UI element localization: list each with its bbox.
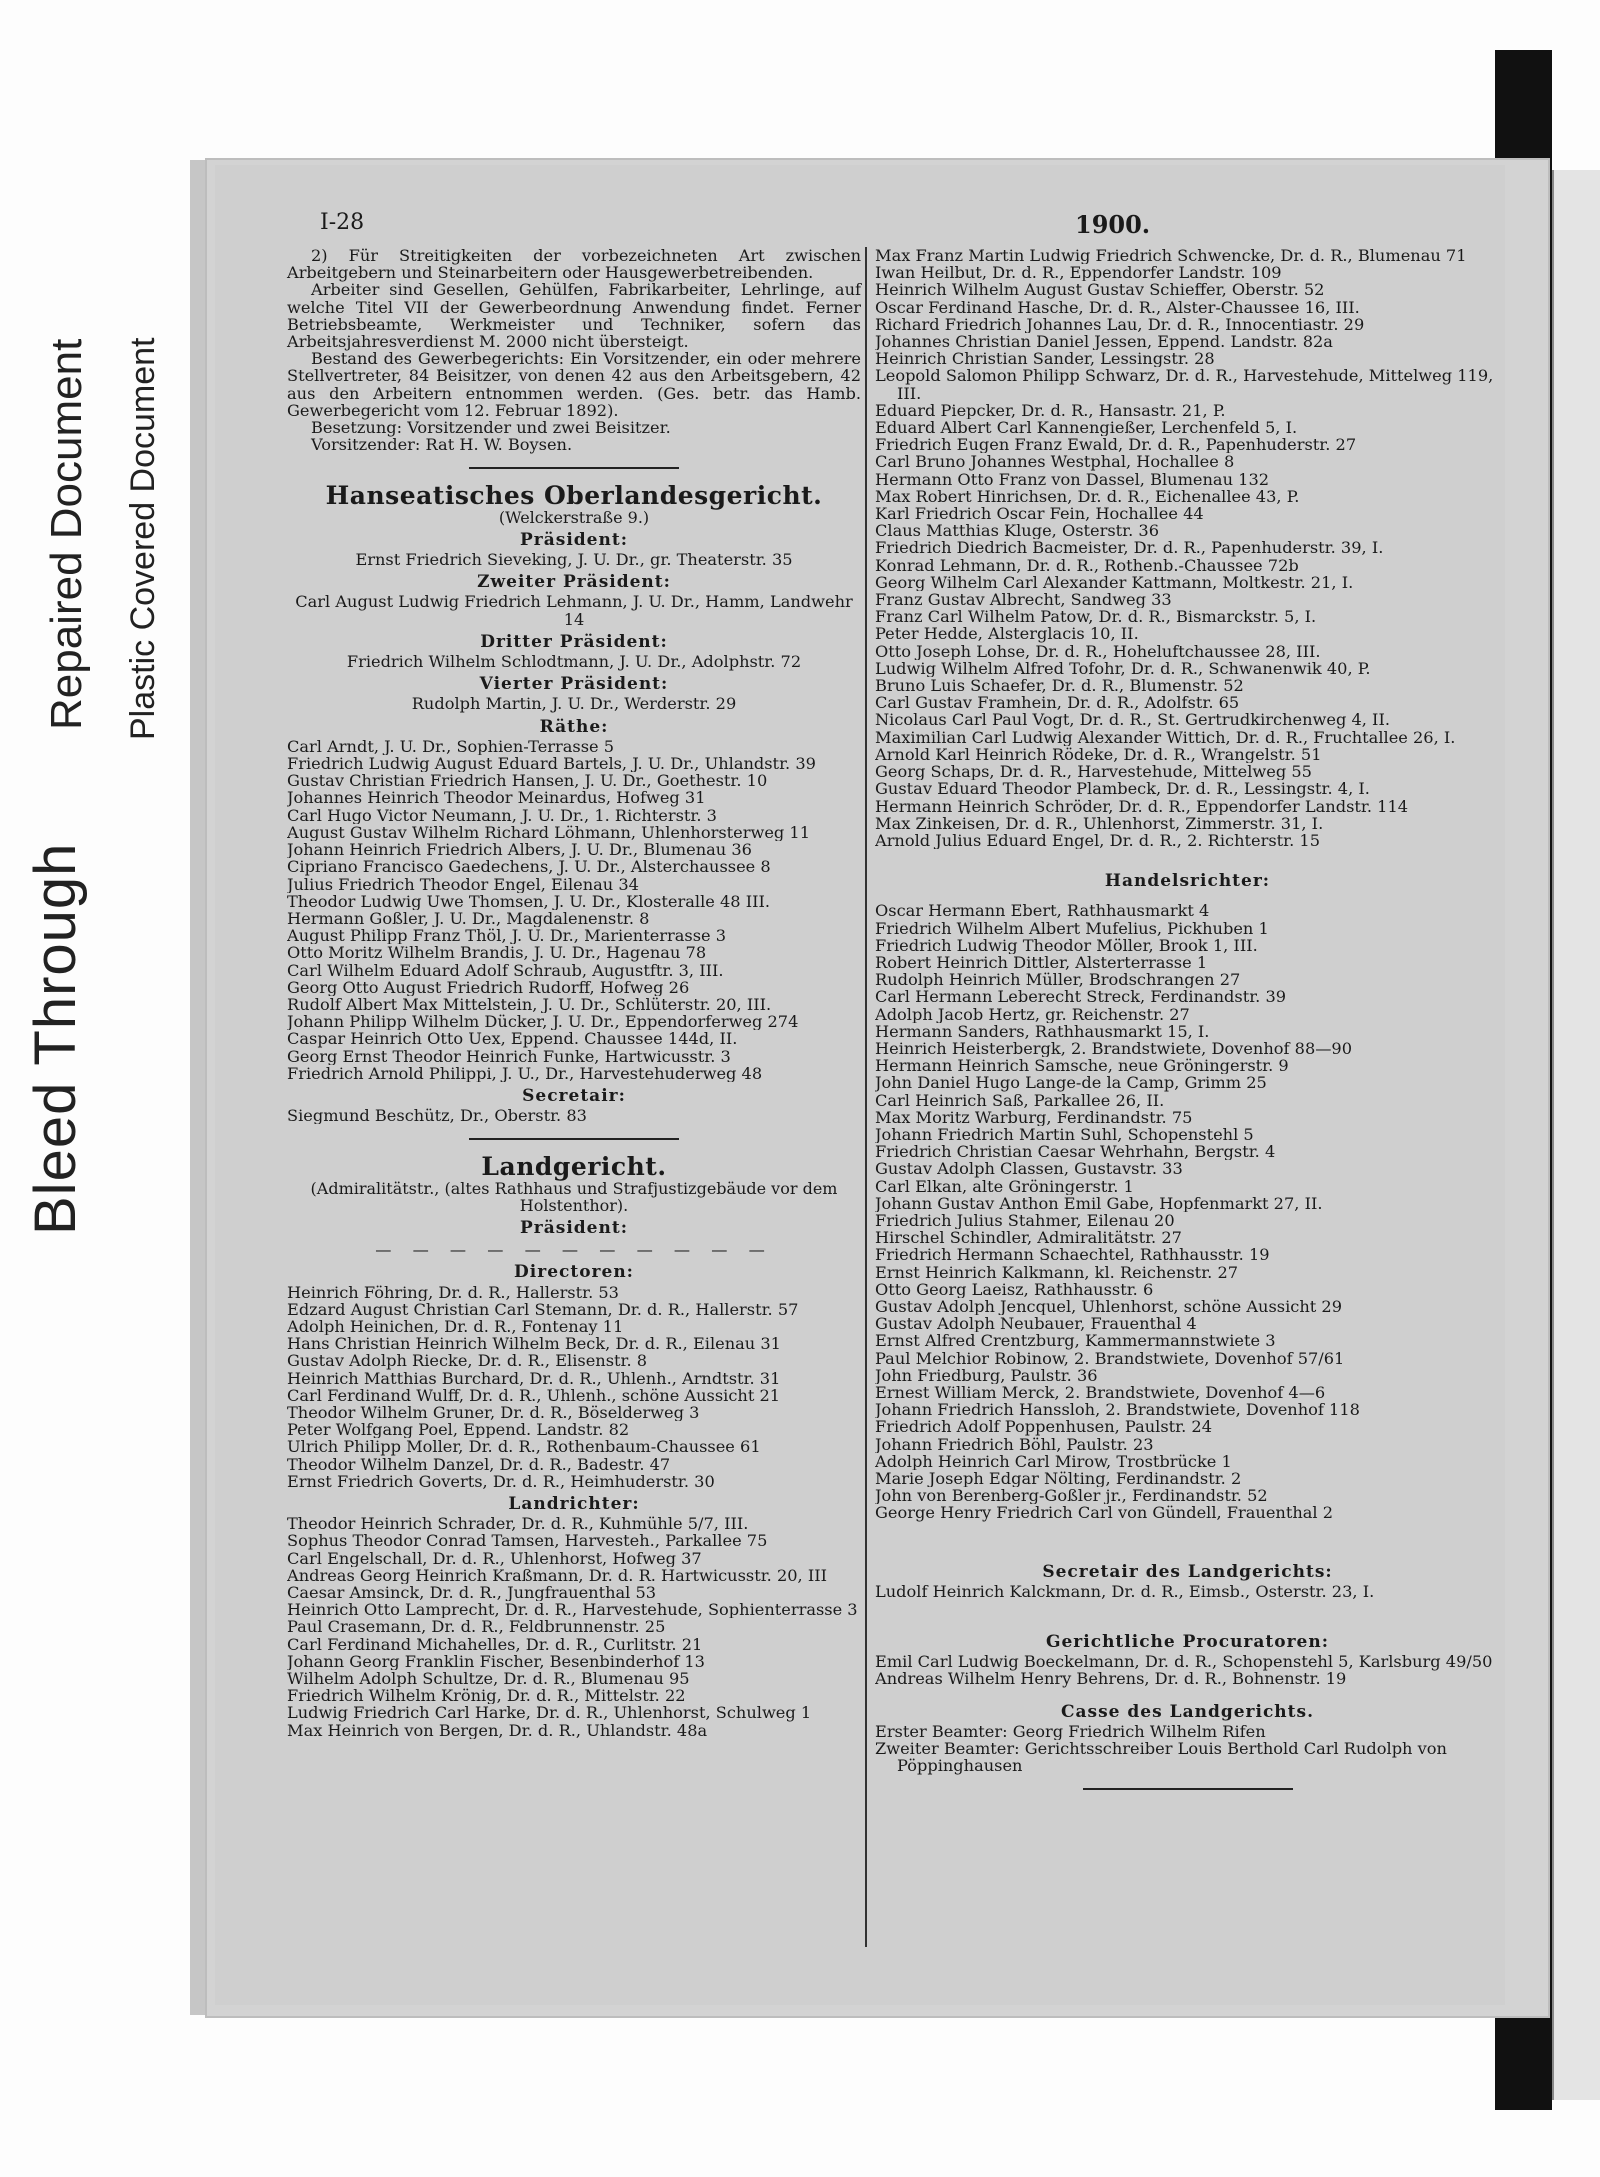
spacer [875,849,1500,867]
list-item: Heinrich Otto Lamprecht, Dr. d. R., Harvestehude, Sophienterrasse 3 [287,1601,858,1619]
list-item: Max Zinkeisen, Dr. d. R., Uhlenhorst, Zimmerstr. 31, I. [875,814,1324,832]
list-item: Johann Philipp Wilhelm Dücker, J. U. Dr., Eppendorferweg 274 [287,1013,799,1031]
list-item: Emil Carl Ludwig Boeckelmann, Dr. d. R., Schopenstehl 5, Karlsburg 49/50 [875,1652,1493,1672]
page-number: I-28 [320,210,365,235]
list-item: Hermann Heinrich Schröder, Dr. d. R., Eppendorfer Landstr. 114 [875,797,1409,815]
list-item: Edzard August Christian Carl Stemann, Dr. d. R., Hallerstr. 57 [287,1300,799,1318]
olg-vierter: Rudolph Martin, J. U. Dr., Werderstr. 29 [411,694,737,714]
list-item: Georg Schaps, Dr. d. R., Harvestehude, Mittelweg 55 [875,763,1312,781]
list-item: Otto Joseph Lohse, Dr. d. R., Hoheluftchaussee 28, III. [875,642,1321,660]
list-item: Heinrich Wilhelm August Gustav Schieffer, Oberstr. 52 [875,281,1325,299]
olg-dritter: Friedrich Wilhelm Schlodtmann, J. U. Dr., Adolphstr. 72 [346,652,802,672]
list-item: Nicolaus Carl Paul Vogt, Dr. d. R., St. Gertrudkirchenweg 4, II. [875,711,1390,729]
list-item: Hans Christian Heinrich Wilhelm Beck, Dr. d. R., Eilenau 31 [287,1335,781,1353]
list-item: Hermann Sanders, Rathhausmarkt 15, I. [875,1022,1210,1040]
section-rule [469,1138,679,1140]
list-item: Oscar Hermann Ebert, Rathhausmarkt 4 [875,902,1210,920]
list-item: Paul Crasemann, Dr. d. R., Feldbrunnenstr. 25 [287,1618,666,1636]
list-item: Richard Friedrich Johannes Lau, Dr. d. R., Innocentiastr. 29 [875,315,1365,334]
list-item: Otto Georg Laeisz, Rathhausstr. 6 [875,1280,1154,1298]
list-item: Friedrich Diedrich Bacmeister, Dr. d. R., Papenhuderstr. 39, I. [875,539,1384,557]
page-year: 1900. [1075,210,1151,239]
spacer [875,1618,1500,1628]
list-item: Carl Hugo Victor Neumann, J. U. Dr., 1. Richterstr. 3 [287,806,717,824]
list-item: John Friedburg, Paulstr. 36 [875,1366,1098,1384]
list-item: Eduard Albert Carl Kannengießer, Lerchenfeld 5, I. [875,419,1298,437]
bleed-through-label: Bleed Through [23,842,88,1235]
list-item: Theodor Heinrich Schrader, Dr. d. R., Kuhmühle 5/7, III. [287,1515,749,1533]
list-item: Erster Beamter: Georg Friedrich Wilhelm Rifen [875,1722,1266,1741]
list-item: Peter Wolfgang Poel, Eppend. Landstr. 82 [287,1421,630,1439]
list-item: August Philipp Franz Thöl, J. U. Dr., Marienterrasse 3 [287,927,727,945]
list-item: Iwan Heilbut, Dr. d. R., Eppendorfer Landstr. 109 [875,264,1282,282]
list-item: Adolph Jacob Hertz, gr. Reichenstr. 27 [875,1005,1190,1023]
list-item: Arnold Julius Eduard Engel, Dr. d. R., 2. Richterstr. 15 [875,831,1321,850]
section-rule [1083,1788,1293,1790]
list-item: Johann Heinrich Friedrich Albers, J. U. Dr., Blumenau 36 [287,841,752,859]
list-item: Ulrich Philipp Moller, Dr. d. R., Rothenbaum-Chaussee 61 [287,1438,761,1456]
list-item: Hermann Goßler, J. U. Dr., Magdalenenstr. 8 [287,909,650,928]
intro-paragraph: 2) Für Streitigkeiten der vorbezeichneten Art zwischen Arbeitgebern und Steinarbeitern oder Hausgewerbetreibenden. [287,246,861,283]
right-column [875,247,1500,1808]
facing-page-edge [1552,170,1600,2100]
list-item: Friedrich Adolf Poppenhusen, Paulstr. 24 [875,1418,1212,1436]
list-item: Johann Friedrich Böhl, Paulstr. 23 [875,1435,1154,1453]
list-item: Marie Joseph Edgar Nölting, Ferdinandstr. 2 [875,1470,1242,1488]
list-item: Johannes Christian Daniel Jessen, Eppend. Landstr. 82a [875,333,1333,351]
intro-paragraph: Bestand des Gewerbegerichts: Ein Vorsitzender, ein oder mehrere Stellvertreter, 84 Beisitzer, von denen 42 aus den Arbeitsgebern, 42 aus den Arbeitern entnommen werden. (Ges. betr. das Hamb. Gewerbegericht vom 12. Februar 1892). [287,349,861,420]
lg-direktoren-heading: Directoren: [514,1262,634,1283]
list-item: Gustav Eduard Theodor Plambeck, Dr. d. R., Lessingstr. 4, I. [875,780,1370,798]
olg-secretair: Siegmund Beschütz, Dr., Oberstr. 83 [287,1107,587,1125]
list-item: Johann Friedrich Martin Suhl, Schopenstehl 5 [875,1125,1254,1144]
lg-landrichter-list [287,1515,861,1739]
list-item: Karl Friedrich Oscar Fein, Hochallee 44 [875,505,1204,523]
olg-zweiter: Carl August Ludwig Friedrich Lehmann, J. U. Dr., Hamm, Landwehr 14 [295,592,853,629]
list-item: Adolph Heinrich Carl Mirow, Trostbrücke 1 [875,1452,1232,1471]
olg-dritter-heading: Dritter Präsident: [480,631,668,652]
intro-paragraph: Besetzung: Vorsitzender und zwei Beisitzer. [311,418,671,438]
list-item: Friedrich Wilhelm Albert Mufelius, Pickhuben 1 [875,919,1269,937]
list-item: Hermann Otto Franz von Dassel, Blumenau 132 [875,470,1270,488]
list-item: Hirschel Schindler, Admiralitätstr. 27 [875,1229,1182,1247]
list-item: Friedrich Arnold Philippi, J. U., Dr., Harvestehuderweg 48 [287,1064,763,1082]
list-item: Max Moritz Warburg, Ferdinandstr. 75 [875,1108,1193,1126]
list-item: Carl Wilhelm Eduard Adolf Schraub, Augustftr. 3, III. [287,961,724,979]
list-item: Carl Elkan, alte Gröningerstr. 1 [875,1177,1134,1195]
list-item: Peter Hedde, Alsterglacis 10, II. [875,625,1139,643]
list-item: Rudolph Heinrich Müller, Brodschrangen 27 [875,971,1241,989]
olg-vierter-heading: Vierter Präsident: [479,674,669,695]
list-item: Friedrich Wilhelm Krönig, Dr. d. R., Mittelstr. 22 [287,1687,686,1705]
olg-raethe-list [287,738,861,1082]
lg-landrichter-heading: Landrichter: [508,1494,640,1514]
list-item: Johannes Heinrich Theodor Meinardus, Hofweg 31 [287,789,706,807]
list-item: Caspar Heinrich Otto Uex, Eppend. Chaussee 144d, II. [287,1030,738,1048]
olg-zweiter-heading: Zweiter Präsident: [477,572,671,593]
list-item: Johann Georg Franklin Fischer, Besenbinderhof 13 [287,1652,705,1671]
list-item: Carl Ferdinand Wulff, Dr. d. R., Uhlenh., schöne Aussicht 21 [287,1386,781,1404]
plastic-covered-label: Plastic Covered Document [124,337,162,740]
list-item: Franz Carl Wilhelm Patow, Dr. d. R., Bismarckstr. 5, I. [875,608,1317,626]
list-item: Ernst Heinrich Kalkmann, kl. Reichenstr. 27 [875,1263,1239,1281]
list-item: Friedrich Eugen Franz Ewald, Dr. d. R., Papenhuderstr. 27 [875,436,1357,454]
casse-heading: Casse des Landgerichts. [1061,1701,1314,1722]
list-item: Theodor Wilhelm Danzel, Dr. d. R., Badestr. 47 [287,1455,671,1473]
intro-paragraph: Vorsitzender: Rat H. W. Boysen. [311,435,573,455]
list-item: Max Robert Hinrichsen, Dr. d. R., Eichenallee 43, P. [875,487,1300,506]
handelsrichter-heading: Handelsrichter: [1104,871,1271,892]
list-item: Carl Ferdinand Michahelles, Dr. d. R., Curlitstr. 21 [287,1635,703,1653]
list-item: Carl Bruno Johannes Westphal, Hochallee 8 [875,453,1235,471]
list-item: Sophus Theodor Conrad Tamsen, Harvesteh., Parkallee 75 [287,1532,768,1550]
list-item: Cipriano Francisco Gaedechens, J. U. Dr., Alsterchaussee 8 [287,858,771,876]
list-item: Oscar Ferdinand Hasche, Dr. d. R., Alster-Chaussee 16, III. [875,298,1360,316]
spacer [875,1600,1500,1618]
list-item: Zweiter Beamter: Gerichtsschreiber Louis Berthold Carl Rudolph von Pöppinghausen [875,1739,1447,1776]
list-item: Andreas Georg Heinrich Kraßmann, Dr. d. R. Hartwicusstr. 20, III [287,1566,828,1585]
list-item: Carl Heinrich Saß, Parkallee 26, II. [875,1091,1165,1109]
olg-title: Hanseatisches Oberlandesgericht. [325,481,823,511]
left-column [287,247,861,1739]
list-item: Claus Matthias Kluge, Osterstr. 36 [875,522,1160,540]
list-item: Johann Gustav Anthon Emil Gabe, Hopfenmarkt 27, II. [875,1194,1323,1212]
list-item: Max Heinrich von Bergen, Dr. d. R., Uhlandstr. 48a [287,1721,708,1739]
list-item: Julius Friedrich Theodor Engel, Eilenau 34 [287,875,639,893]
list-item: Heinrich Heisterbergk, 2. Brandstwiete, Dovenhof 88—90 [875,1039,1353,1058]
list-item: Friedrich Christian Caesar Wehrhahn, Bergstr. 4 [875,1143,1276,1161]
secretair-lg-heading: Secretair des Landgerichts: [1042,1561,1333,1582]
list-item: Paul Melchior Robinow, 2. Brandstwiete, Dovenhof 57/61 [875,1349,1345,1367]
page-sheet [215,165,1505,2005]
list-item: Johann Friedrich Hanssloh, 2. Brandstwiete, Dovenhof 118 [875,1401,1360,1419]
list-item: Leopold Salomon Philipp Schwarz, Dr. d. R., Harvestehude, Mittelweg 119, III. [875,366,1494,403]
list-item: Gustav Adolph Riecke, Dr. d. R., Elisenstr. 8 [287,1352,648,1370]
list-item: Carl Arndt, J. U. Dr., Sophien-Terrasse 5 [287,737,615,756]
list-item: Heinrich Christian Sander, Lessingstr. 28 [875,350,1215,368]
list-item: Max Franz Martin Ludwig Friedrich Schwencke, Dr. d. R., Blumenau 71 [875,247,1467,265]
list-item: Arnold Karl Heinrich Rödeke, Dr. d. R., Wrangelstr. 51 [875,745,1322,764]
list-item: Ernst Friedrich Goverts, Dr. d. R., Heimhuderstr. 30 [287,1472,715,1490]
column-divider [865,247,867,1947]
list-item: Georg Otto August Friedrich Rudorff, Hofweg 26 [287,978,690,996]
list-item: Caesar Amsinck, Dr. d. R., Jungfrauenthal 53 [287,1584,657,1602]
handelsrichter-list [875,902,1500,1521]
repaired-document-label: Repaired Document [42,338,91,730]
list-item: Bruno Luis Schaefer, Dr. d. R., Blumenstr. 52 [875,677,1244,695]
list-item: George Henry Friedrich Carl von Gündell, Frauenthal 2 [875,1504,1334,1522]
list-item: Georg Ernst Theodor Heinrich Funke, Hartwicusstr. 3 [287,1047,731,1065]
list-item: Friedrich Ludwig Theodor Möller, Brook 1, III. [875,936,1258,954]
list-item: Rudolf Albert Max Mittelstein, J. U. Dr., Schlüterstr. 20, III. [287,995,772,1014]
lg-praesident-vacant: — — — — — — — — — — — [375,1240,773,1260]
secretair-lg: Ludolf Heinrich Kalckmann, Dr. d. R., Eimsb., Osterstr. 23, I. [875,1582,1375,1601]
list-item: Ernst Alfred Crentzburg, Kammermannstwiete 3 [875,1332,1276,1350]
list-item: Franz Gustav Albrecht, Sandweg 33 [875,591,1172,609]
lg-direktoren-list [287,1284,861,1490]
lg-address: (Admiralitätstr., (altes Rathhaus und Strafjustizgebäude vor dem Holstenthor). [310,1178,838,1215]
section-rule [469,467,679,469]
list-item: Friedrich Hermann Schaechtel, Rathhausstr. 19 [875,1246,1270,1264]
list-item: Georg Wilhelm Carl Alexander Kattmann, Moltkestr. 21, I. [875,573,1354,592]
list-item: Carl Hermann Leberecht Streck, Ferdinandstr. 39 [875,988,1287,1006]
olg-praesident-heading: Präsident: [520,529,628,550]
list-item: Hermann Heinrich Samsche, neue Gröningerstr. 9 [875,1057,1289,1075]
spacer [875,892,1500,902]
list-item: Eduard Piepcker, Dr. d. R., Hansastr. 21, P. [875,401,1226,420]
olg-address: (Welckerstraße 9.) [498,507,650,527]
lg-title: Landgericht. [481,1152,667,1182]
spacer [875,1688,1500,1698]
list-item: Konrad Lehmann, Dr. d. R., Rothenb.-Chaussee 72b [875,556,1299,574]
list-item: Andreas Wilhelm Henry Behrens, Dr. d. R., Bohnenstr. 19 [875,1670,1347,1688]
list-item: Wilhelm Adolph Schultze, Dr. d. R., Blumenau 95 [287,1670,690,1688]
landrichter-continued-list [875,247,1500,849]
list-item: Heinrich Matthias Burchard, Dr. d. R., Uhlenh., Arndtstr. 31 [287,1369,781,1387]
list-item: John von Berenberg-Goßler jr., Ferdinandstr. 52 [875,1487,1268,1505]
side-labels [0,0,190,1300]
list-item: John Daniel Hugo Lange-de la Camp, Grimm 25 [875,1074,1267,1092]
list-item: Carl Gustav Framhein, Dr. d. R., Adolfstr. 65 [875,694,1240,712]
list-item: Friedrich Julius Stahmer, Eilenau 20 [875,1211,1175,1230]
list-item: Maximilian Carl Ludwig Alexander Wittich, Dr. d. R., Fruchtallee 26, I. [875,728,1456,746]
olg-raethe-heading: Räthe: [539,716,609,737]
list-item: August Gustav Wilhelm Richard Löhmann, Uhlenhorsterweg 11 [287,823,811,842]
spacer [875,1522,1500,1540]
procuratoren-heading: Gerichtliche Procuratoren: [1045,1632,1330,1653]
list-item: Theodor Wilhelm Gruner, Dr. d. R., Böselderweg 3 [287,1403,700,1422]
list-item: Gustav Adolph Classen, Gustavstr. 33 [875,1160,1183,1178]
page-header [320,210,1445,240]
list-item: Carl Engelschall, Dr. d. R., Uhlenhorst, Hofweg 37 [287,1549,702,1567]
list-item: Ludwig Friedrich Carl Harke, Dr. d. R., Uhlenhorst, Schulweg 1 [287,1704,812,1722]
intro-paragraph: Arbeiter sind Gesellen, Gehülfen, Fabrikarbeiter, Lehrlinge, auf welche Titel VII der Gewerbeordnung Anwendung findet. Ferner Betriebsbeamte, Werkmeister und Techniker, sofern das Arbeitsjahresverdienst M. 2000 nicht übersteigt. [287,280,861,352]
olg-secretair-heading: Secretair: [522,1085,626,1106]
list-item: Theodor Ludwig Uwe Thomsen, J. U. Dr., Klosteralle 48 III. [287,892,771,910]
list-item: Ludwig Wilhelm Alfred Tofohr, Dr. d. R., Schwanenwik 40, P. [875,659,1371,678]
list-item: Robert Heinrich Dittler, Alsterterrasse 1 [875,953,1208,972]
list-item: Heinrich Föhring, Dr. d. R., Hallerstr. 53 [287,1283,619,1301]
list-item: Ernest William Merck, 2. Brandstwiete, Dovenhof 4—6 [875,1384,1326,1402]
list-item: Friedrich Ludwig August Eduard Bartels, J. U. Dr., Uhlandstr. 39 [287,755,816,773]
list-item: Gustav Christian Friedrich Hansen, J. U. Dr., Goethestr. 10 [287,772,768,790]
list-item: Otto Moritz Wilhelm Brandis, J. U. Dr., Hagenau 78 [287,944,707,962]
list-item: Gustav Adolph Jencquel, Uhlenhorst, schöne Aussicht 29 [875,1297,1343,1316]
spacer [875,1540,1500,1558]
list-item: Gustav Adolph Neubauer, Frauenthal 4 [875,1315,1197,1333]
olg-praesident: Ernst Friedrich Sieveking, J. U. Dr., gr. Theaterstr. 35 [355,550,793,570]
lg-praesident-heading: Präsident: [520,1217,628,1238]
list-item: Adolph Heinichen, Dr. d. R., Fontenay 11 [287,1317,624,1336]
